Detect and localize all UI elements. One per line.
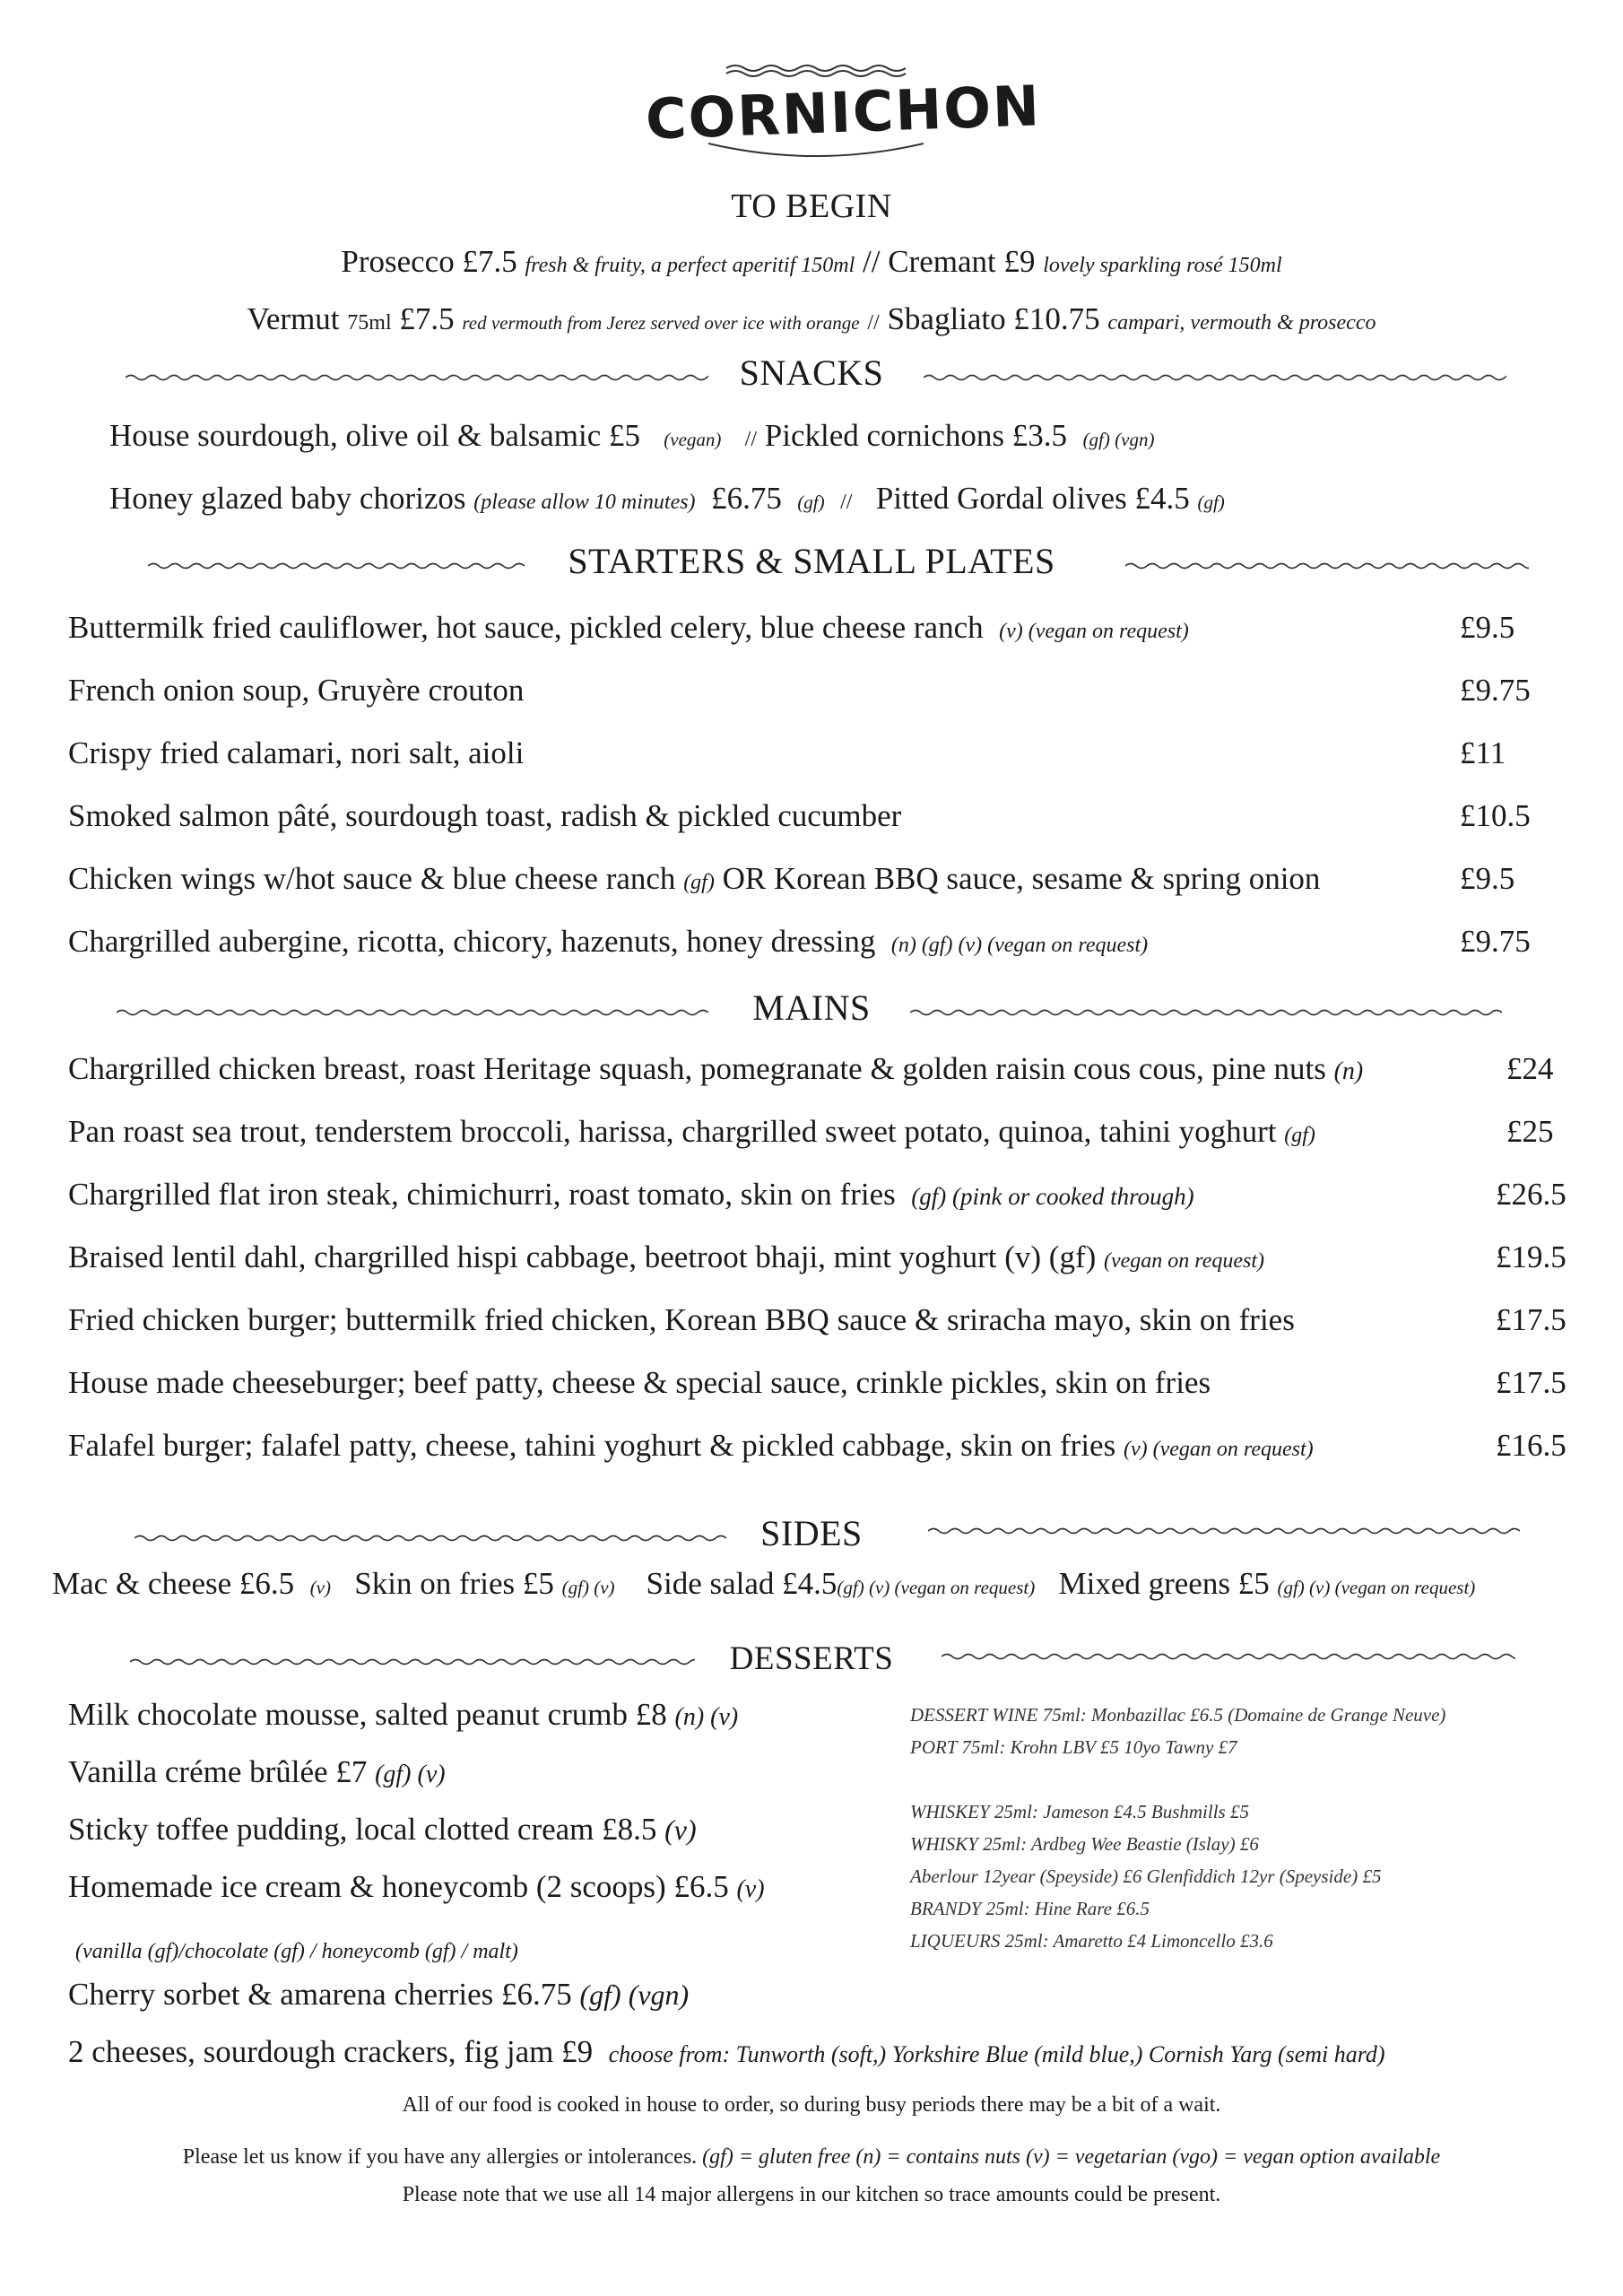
drink-line: PORT 75ml: Krohn LBV £5 10yo Tawny £7: [910, 1736, 1237, 1758]
menu-item: House made cheeseburger; beef patty, cheese & special sauce, crinkle pickles, skin on fries: [68, 1365, 1211, 1400]
drink-line: LIQUEURS 25ml: Amaretto £4 Limoncello £3.6: [910, 1930, 1273, 1952]
menu-item: Crispy fried calamari, nori salt, aioli: [68, 735, 525, 770]
menu-item: Fried chicken burger; buttermilk fried chicken, Korean BBQ sauce & sriracha mayo, skin on fries: [68, 1302, 1295, 1337]
menu-item: Braised lentil dahl, chargrilled hispi cabbage, beetroot bhaji, mint yoghurt (v) (gf) (vegan on request): [68, 1239, 1265, 1274]
drink-line: BRANDY 25ml: Hine Rare £6.5: [910, 1898, 1150, 1919]
cheese-board: 2 cheeses, sourdough crackers, fig jam £9 choose from: Tunworth (soft,) Yorkshire Blue (mild blue,) Cornish Yarg (semi hard): [68, 2034, 1385, 2069]
menu-item: Chargrilled chicken breast, roast Heritage squash, pomegranate & golden raisin cous cous, pine nuts (n): [68, 1051, 1364, 1086]
drink-line: WHISKY 25ml: Ardbeg Wee Beastie (Islay) £6: [910, 1833, 1259, 1855]
starters-heading: STARTERS & SMALL PLATES: [568, 541, 1055, 581]
sides-heading: SIDES: [760, 1513, 863, 1553]
side-item: Side salad £4.5(gf) (v) (vegan on request): [646, 1566, 1036, 1601]
logo: [644, 54, 1043, 161]
item-price: £9.5: [1460, 610, 1515, 645]
menu-item: Buttermilk fried cauliflower, hot sauce, pickled celery, blue cheese ranch (v) (vegan on request): [68, 610, 1189, 645]
menu-item: French onion soup, Gruyère crouton: [68, 673, 525, 708]
to-begin-line-1: Prosecco £7.5 fresh & fruity, a perfect aperitif 150ml // Cremant £9 lovely sparkling rosé 150ml: [341, 244, 1282, 279]
item-price: £17.5: [1496, 1302, 1567, 1337]
side-item: Mixed greens £5 (gf) (v) (vegan on request): [1058, 1566, 1476, 1601]
item-price: £9.5: [1460, 861, 1515, 896]
mains-heading: MAINS: [752, 987, 871, 1028]
item-price: £10.5: [1460, 798, 1531, 833]
snacks-line-1: House sourdough, olive oil & balsamic £5 (vegan) // Pickled cornichons £3.5 (gf) (vgn): [109, 418, 1155, 453]
item-price: £25: [1506, 1114, 1554, 1149]
desserts-heading: DESSERTS: [729, 1640, 894, 1677]
allergen-warning: Please note that we use all 14 major allergens in our kitchen so trace amounts could be present.: [402, 2183, 1221, 2206]
menu-item-note: (vanilla (gf)/chocolate (gf) / honeycomb (gf) / malt): [75, 1940, 518, 1963]
item-price: £17.5: [1496, 1365, 1567, 1400]
menu-item: Falafel burger; falafel patty, cheese, tahini yoghurt & pickled cabbage, skin on fries (v) (vegan on request): [68, 1428, 1314, 1463]
menu-item: Pan roast sea trout, tenderstem broccoli, harissa, chargrilled sweet potato, quinoa, tahini yoghurt (gf): [68, 1114, 1315, 1149]
side-item: Skin on fries £5 (gf) (v): [354, 1566, 615, 1601]
menu-item: Chargrilled aubergine, ricotta, chicory, hazenuts, honey dressing (n) (gf) (v) (vegan on request): [68, 924, 1149, 959]
drink-line: WHISKEY 25ml: Jameson £4.5 Bushmills £5: [910, 1801, 1249, 1822]
to-begin-line-2: Vermut 75ml £7.5 red vermouth from Jerez served over ice with orange // Sbagliato £10.75 campari, vermouth & prosecco: [247, 301, 1376, 336]
menu-item: Smoked salmon pâté, sourdough toast, radish & pickled cucumber: [68, 798, 902, 833]
side-item: Mac & cheese £6.5 (v): [52, 1566, 331, 1601]
item-price: £9.75: [1460, 673, 1531, 708]
item-price: £16.5: [1496, 1428, 1567, 1463]
menu-item: Vanilla créme brûlée £7 (gf) (v): [68, 1754, 446, 1789]
drink-line: Aberlour 12year (Speyside) £6 Glenfiddich 12yr (Speyside) £5: [910, 1866, 1382, 1887]
menu-item: Cherry sorbet & amarena cherries £6.75 (gf) (vgn): [68, 1977, 690, 2012]
allergy-key: Please let us know if you have any allergies or intolerances. (gf) = gluten free (n) = contains nuts (v) = vegetarian (vgo) = vegan option available: [182, 2145, 1441, 2169]
menu-item: Homemade ice cream & honeycomb (2 scoops) £6.5 (v): [68, 1869, 765, 1904]
to-begin-heading: TO BEGIN: [731, 187, 892, 225]
menu-item: Sticky toffee pudding, local clotted cream £8.5 (v): [68, 1812, 697, 1847]
menu-item: Milk chocolate mousse, salted peanut crumb £8 (n) (v): [68, 1697, 739, 1732]
footer-note: All of our food is cooked in house to order, so during busy periods there may be a bit of a wait.: [402, 2093, 1221, 2117]
snacks-line-2: Honey glazed baby chorizos (please allow 10 minutes) £6.75 (gf) // Pitted Gordal olives £4.5 (gf): [109, 481, 1225, 516]
item-price: £9.75: [1460, 924, 1531, 959]
drink-line: DESSERT WINE 75ml: Monbazillac £6.5 (Domaine de Grange Neuve): [910, 1704, 1446, 1726]
snacks-heading: SNACKS: [739, 352, 884, 393]
item-price: £19.5: [1496, 1239, 1567, 1274]
sides-list: [52, 1566, 1475, 1602]
menu-item: Chargrilled flat iron steak, chimichurri, roast tomato, skin on fries (gf) (pink or cooked through): [68, 1177, 1194, 1212]
menu-item: Chicken wings w/hot sauce & blue cheese ranch (gf) OR Korean BBQ sauce, sesame & spring onion: [68, 861, 1321, 896]
item-price: £26.5: [1496, 1177, 1567, 1212]
item-price: £24: [1506, 1051, 1554, 1086]
logo-text: CORNICHON: [644, 73, 1043, 152]
item-price: £11: [1460, 735, 1506, 770]
